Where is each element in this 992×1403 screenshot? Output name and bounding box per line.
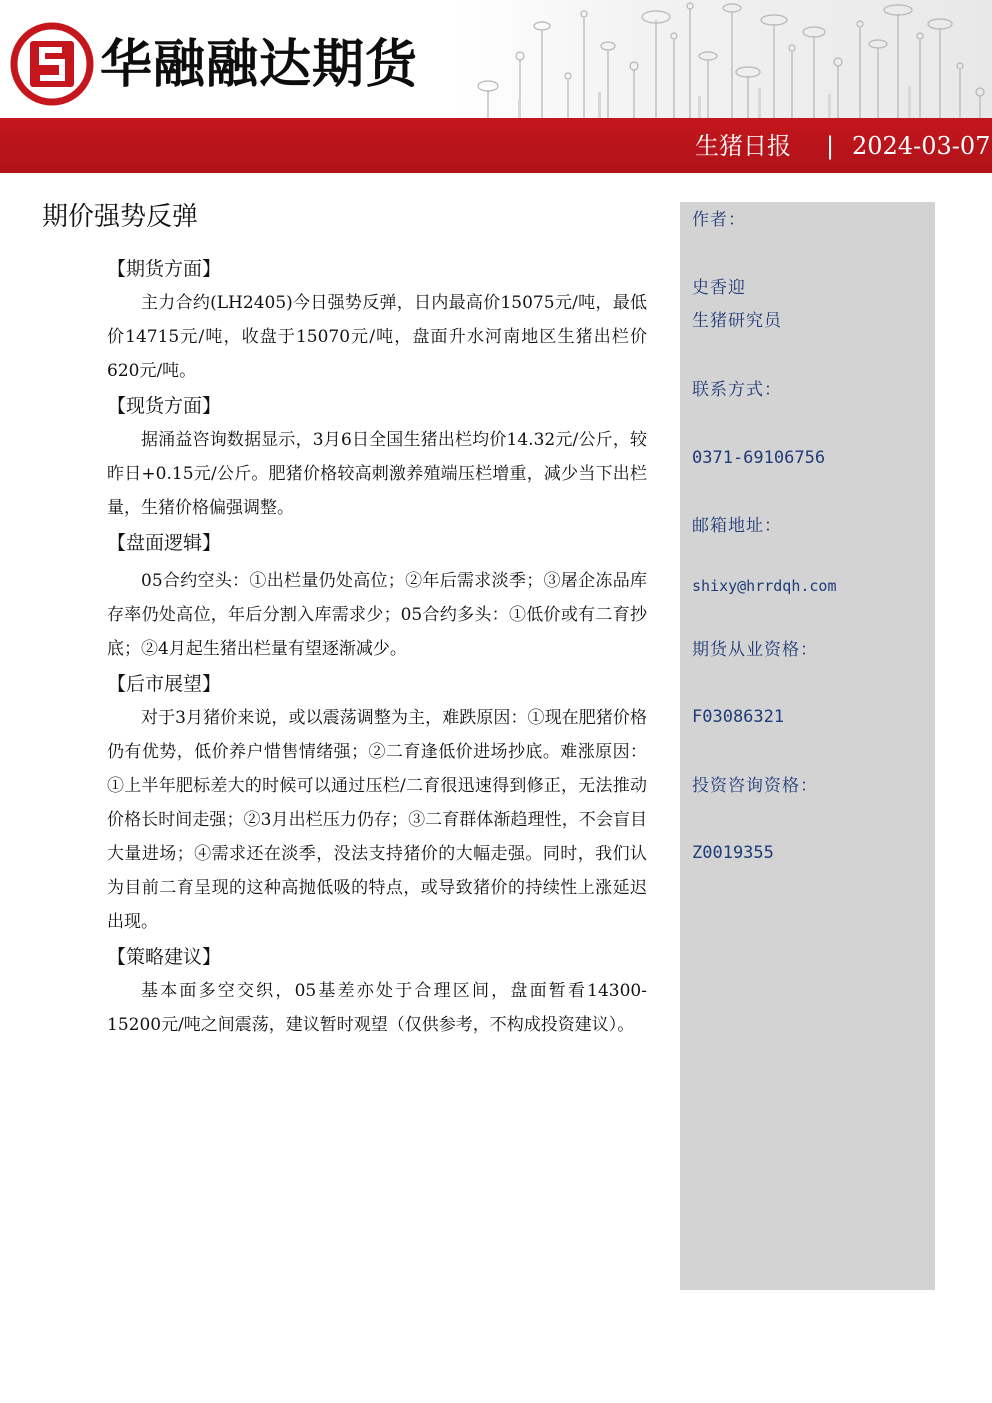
author-role: 生猪研究员	[692, 311, 782, 331]
author-label: 作者：	[692, 210, 746, 230]
report-date: 2024-03-07	[852, 132, 991, 160]
section-text-outlook: 对于3月猪价来说，或以震荡调整为主，难跌原因：①现在肥猪价格仍有优势，低价养户惜售情绪强；②二育逢低价进场抄底。难涨原因：①上半年肥标差大的时候可以通过压栏/二育很迅速得到修正，无法推动价格长时间走强；②3月出栏压力仍存；③二育群体渐趋理性，不会盲目大量进场；④需求还在淡季，没法支持猪价的大幅走强。同时，我们认为目前二育呈现的这种高抛低吸的特点，或导致猪价的持续性上涨延迟出现。	[107, 708, 647, 932]
page-header	[0, 0, 992, 118]
contact-label: 联系方式：	[692, 380, 782, 400]
header-band	[0, 118, 992, 173]
brand-name: 华融融达期货	[100, 35, 419, 95]
section-text-spot: 据涌益咨询数据显示，3月6日全国生猪出栏均价14.32元/公斤，较昨日+0.15元/公斤。肥猪价格较高刺激养殖端压栏增重，减少当下出栏量，生猪价格偏强调整。	[107, 430, 647, 518]
section-heading-spot: 【现货方面】	[107, 395, 222, 417]
section-text-strategy: 基本面多空交织，05基差亦处于合理区间，盘面暂看14300-15200元/吨之间震荡，建议暂时观望（仅供参考，不构成投资建议）。	[107, 981, 647, 1035]
page-title: 期价强势反弹	[42, 202, 199, 232]
section-heading-logic: 【盘面逻辑】	[107, 532, 222, 554]
band-separator: |	[826, 132, 835, 160]
advisory-cert-label: 投资咨询资格：	[692, 776, 818, 796]
email-address[interactable]: shixy@hrrdqh.com	[692, 577, 837, 595]
section-text-futures: 主力合约(LH2405)今日强势反弹，日内最高价15075元/吨，最低价14715元/吨，收盘于15070元/吨，盘面升水河南地区生猪出栏价620元/吨。	[107, 293, 647, 381]
futures-cert-number: F03086321	[692, 707, 785, 727]
email-label: 邮箱地址：	[692, 516, 782, 536]
futures-cert-label: 期货从业资格：	[692, 640, 818, 660]
contact-phone: 0371-69106756	[692, 448, 826, 468]
company-logo-icon	[10, 22, 94, 106]
report-body	[107, 252, 647, 1043]
section-heading-futures: 【期货方面】	[107, 258, 222, 280]
report-type: 生猪日报	[695, 132, 791, 160]
author-name: 史香迎	[692, 278, 746, 298]
author-sidebar	[680, 202, 935, 1290]
decorative-pattern	[458, 0, 992, 118]
advisory-cert-number: Z0019355	[692, 843, 774, 863]
section-heading-outlook: 【后市展望】	[107, 673, 222, 695]
section-text-logic: 05合约空头：①出栏量仍处高位；②年后需求淡季；③屠企冻品库存率仍处高位，年后分割入库需求少；05合约多头：①低价或有二育抄底；②4月起生猪出栏量有望逐渐减少。	[107, 571, 647, 659]
section-heading-strategy: 【策略建议】	[107, 946, 222, 968]
